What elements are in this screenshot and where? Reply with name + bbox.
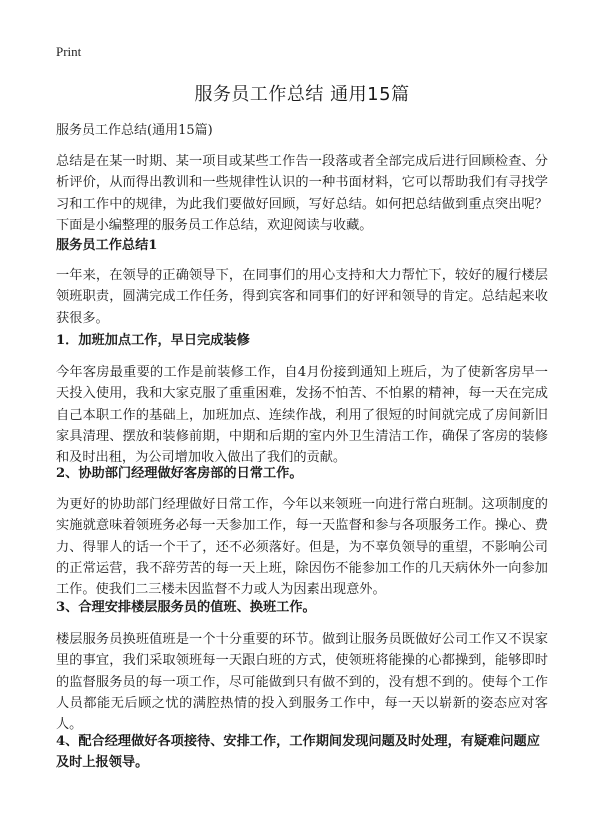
section-3 (56, 463, 548, 484)
document-title: 服务员工作总结 通用15篇 (194, 84, 410, 105)
section-paragraph: 为更好的协助部门经理做好日常工作，今年以来领班一向进行常白班制。这项制度的实施就意味着领班务必每一天参加工作，每一天监督和参与各项服务工作。操心、费力、得罪人的话一个干了，还不必须落好。但是，为不辜负领导的重望，不影响公司的正常运营，我不辞劳苦的每一天上班，除因伤不能参加工作的几天病休外一向参加工作。使我们二三楼未因监督不力或人为因素出现意外。 (56, 497, 548, 598)
section-1 (56, 235, 548, 256)
section-paragraph: 楼层服务员换班值班是一个十分重要的环节。做到让服务员既做好公司工作又不误家里的事宜，我们采取领班每一天跟白班的方式，使领班将能操的心都操到，能够即时的监督服务员的每一项工作，尽可能做到只有做不到的，没有想不到的。使每个工作人员都能无后顾之忧的满腔热情的投入到服务工作中，每一天以崭新的姿态应对客人。 (56, 632, 548, 733)
document-subtitle: 服务员工作总结(通用15篇) (56, 123, 213, 138)
section-2-body (56, 362, 548, 468)
section-1-body (56, 265, 548, 329)
section-heading: 1．加班加点工作，早日完成装修 (56, 333, 250, 348)
section-4 (56, 597, 548, 618)
section-paragraph: 今年客房最重要的工作是前装修工作，自4月份接到通知上班后，为了使新客房早一天投入使用，我和大家克服了重重困难，发扬不怕苦、不怕累的精神，每一天在完成自己本职工作的基础上，加班加点、连续作战，利用了很短的时间就完成了房间新旧家具清理、摆放和装修前期，中期和后期的室内外卫生清洁工作，确保了客房的装修和及时出租，为公司增加收入做出了我们的贡献。 (56, 365, 548, 466)
section-heading: 4、配合经理做好各项接待、安排工作，工作期间发现问题及时处理，有疑难问题应及时上报领导。 (56, 734, 540, 770)
section-paragraph: 一年来，在领导的正确领导下，在同事们的用心支持和大力帮忙下，较好的履行楼层领班职责，圆满完成工作任务，得到宾客和同事们的好评和领导的肯定。总结起来收获很多。 (56, 268, 548, 326)
intro-block (56, 151, 548, 236)
intro-paragraph: 总结是在某一时期、某一项目或某些工作告一段落或者全部完成后进行回顾检查、分析评价，从而得出教训和一些规律性认识的一种书面材料，它可以帮助我们有寻找学习和工作中的规律，为此我们要做好回顾，写好总结。如何把总结做到重点突出呢？下面是小编整理的服务员工作总结，欢迎阅读与收藏。 (56, 154, 548, 233)
section-heading: 3、合理安排楼层服务员的值班、换班工作。 (56, 600, 316, 615)
print-label[interactable]: Print (56, 44, 82, 59)
section-heading: 服务员工作总结1 (56, 238, 158, 253)
section-5 (56, 731, 548, 773)
section-3-body (56, 494, 548, 600)
section-heading: 2、协助部门经理做好客房部的日常工作。 (56, 466, 303, 481)
section-4-body (56, 629, 548, 735)
section-2 (56, 330, 548, 351)
